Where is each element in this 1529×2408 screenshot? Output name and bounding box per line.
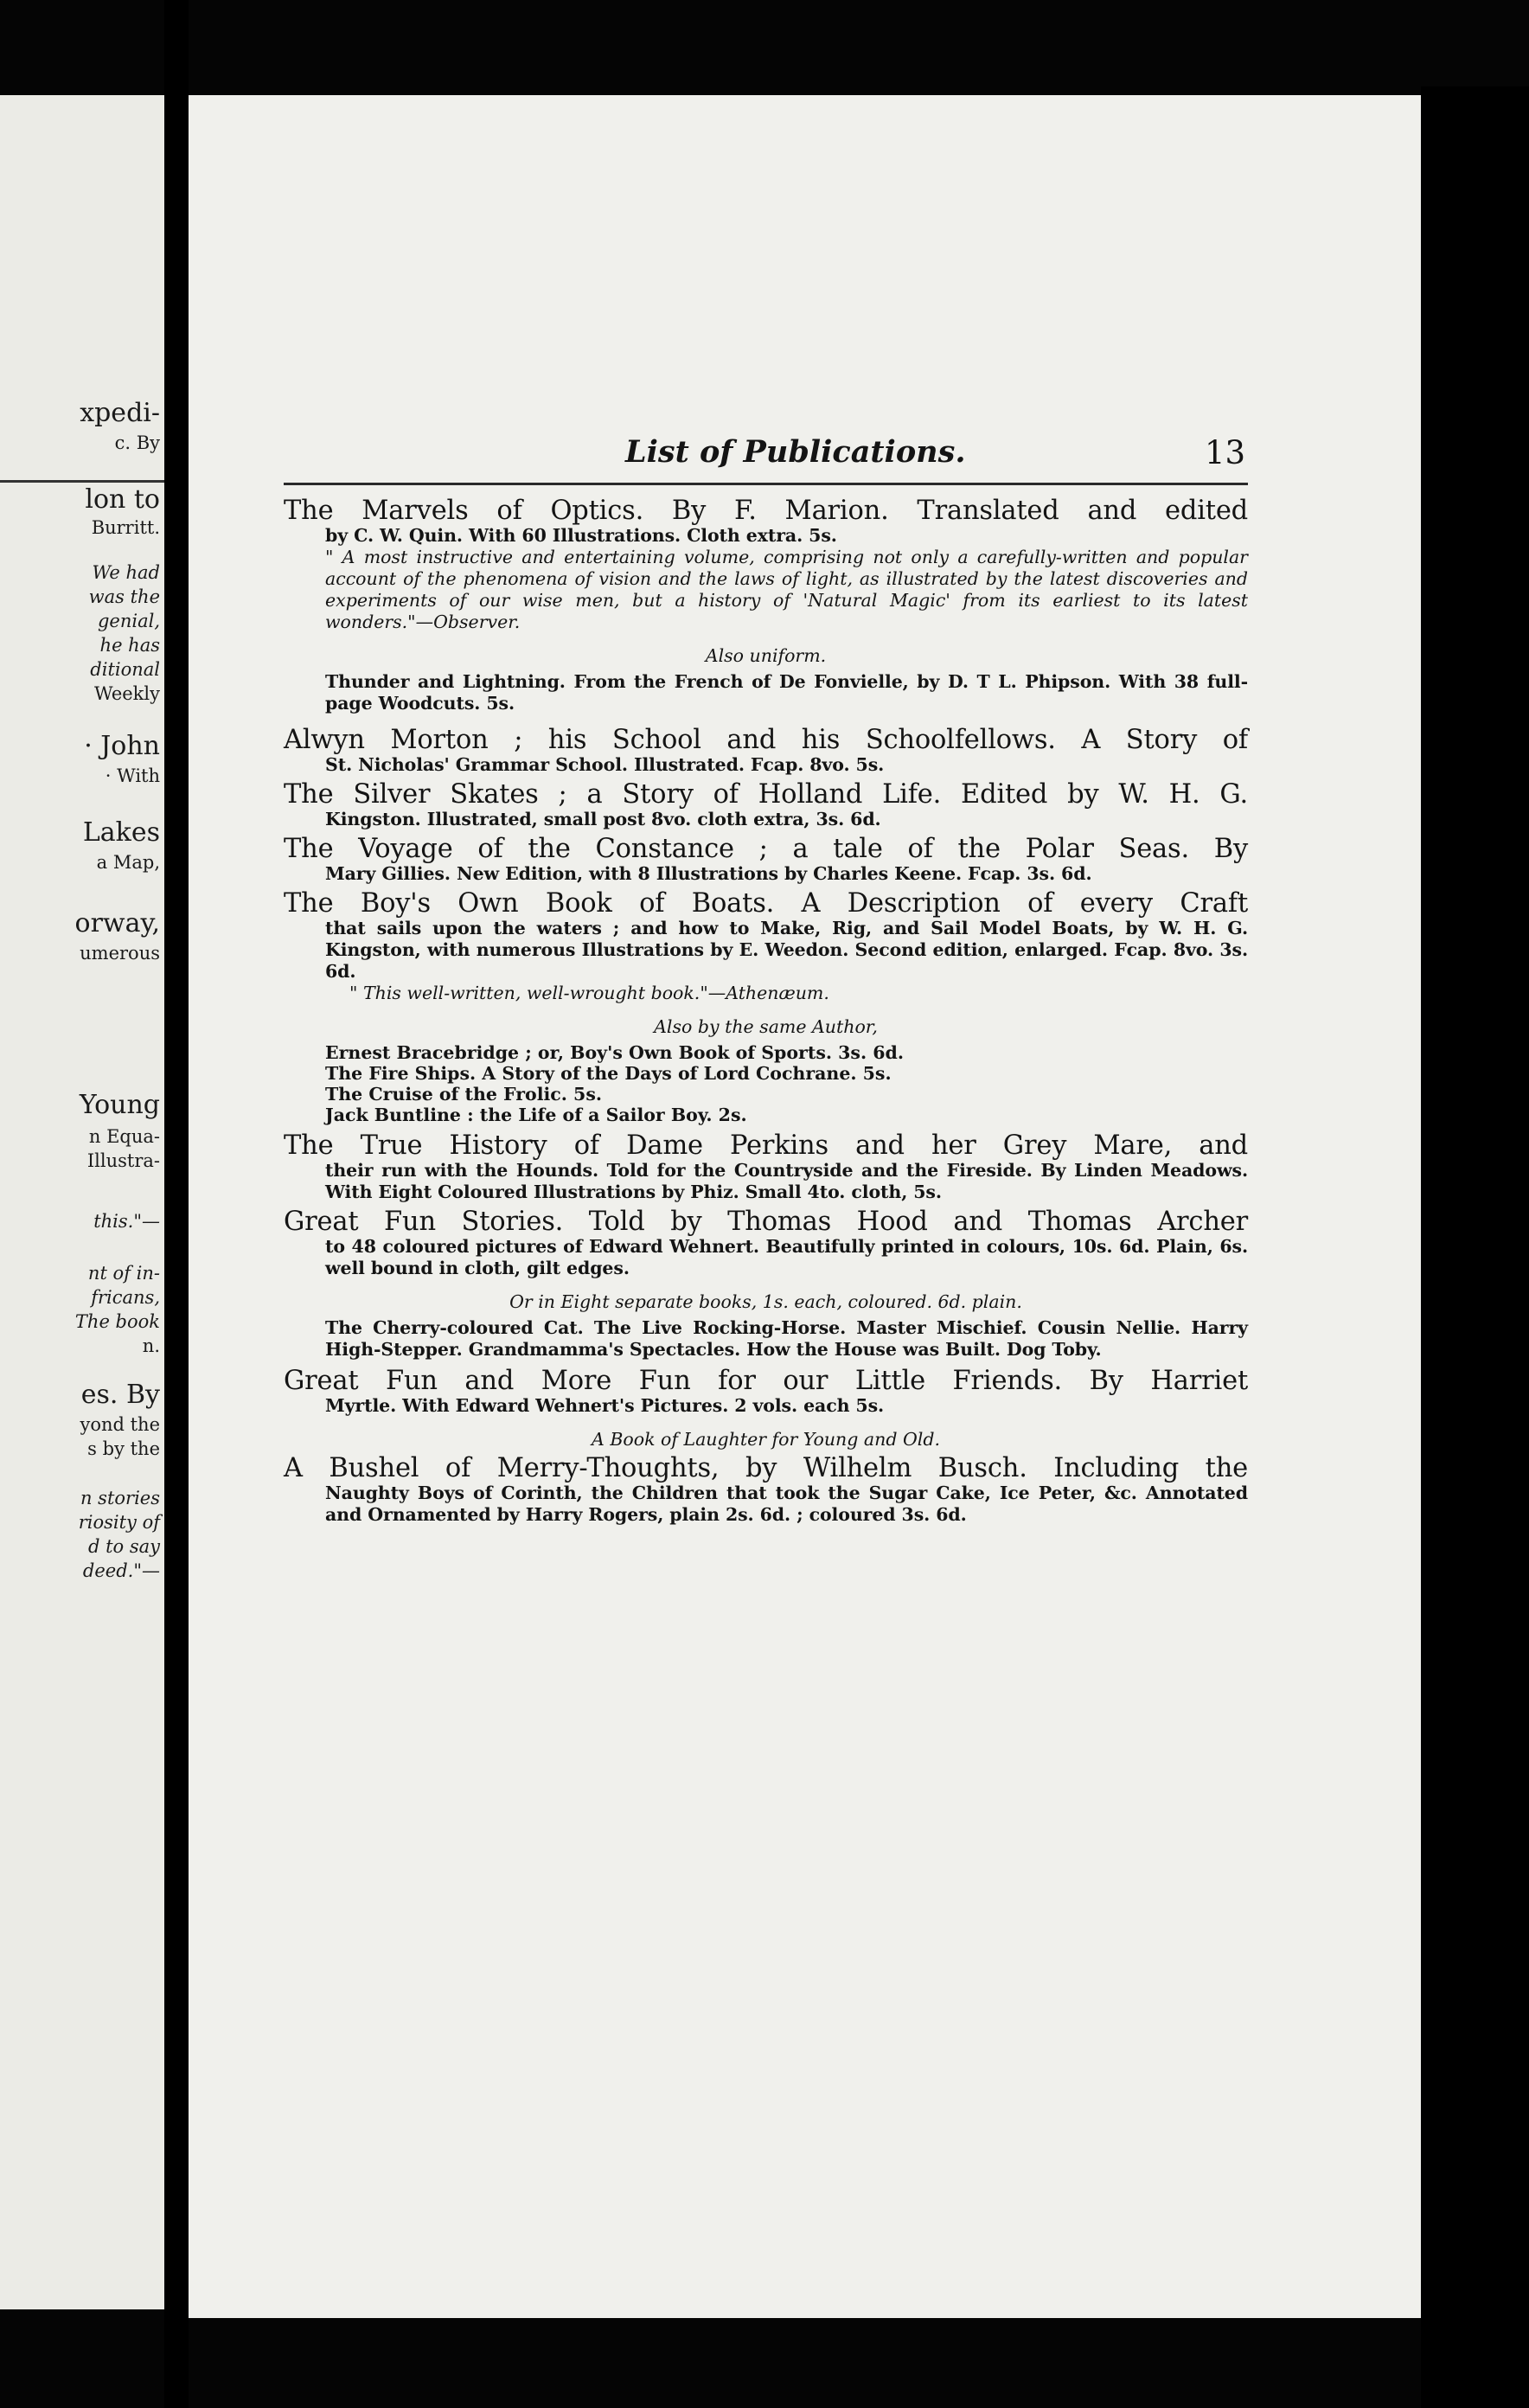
- review-quote: " This well-written, well-wrought book."—Athenæum.: [349, 983, 829, 1003]
- publication-list: [284, 497, 1248, 1531]
- facing-page-fragment: a Map,: [96, 852, 160, 873]
- facing-page-fragment: fricans,: [91, 1287, 160, 1308]
- entry-details: that sails upon the waters ; and how to Make, Rig, and Sail Model Boats, by W. H. G. Kingston, with numerous Illustrations by E. Weedon. Second edition, enlarged. Fcap. 8vo. 3s. 6d.: [325, 918, 1248, 982]
- entry-details: Mary Gillies. New Edition, with 8 Illustrations by Charles Keene. Fcap. 3s. 6d.: [325, 863, 1092, 884]
- entry-title: The True History of Dame Perkins and her Grey Mare, and: [284, 1130, 1248, 1161]
- list-item: [284, 1208, 1248, 1279]
- entry-details: to 48 coloured pictures of Edward Wehnert. Beautifully printed in colours, 10s. 6d. Plain, 6s. well bound in cloth, gilt edges.: [325, 1236, 1248, 1278]
- facing-page-fragment: Lakes: [82, 817, 160, 848]
- list-item: [284, 781, 1248, 830]
- entry-title: The Silver Skates ; a Story of Holland Life. Edited by W. H. G.: [284, 779, 1248, 810]
- facing-page-fragment: xpedi-: [80, 398, 160, 428]
- page-number: 13: [1205, 434, 1246, 471]
- facing-page-fragment: The book: [74, 1311, 160, 1332]
- section-heading: Also uniform.: [705, 645, 827, 666]
- book-page: [189, 95, 1421, 2318]
- running-head: [284, 424, 1252, 476]
- entry-details: Thunder and Lightning. From the French of De Fonvielle, by D. T L. Phipson. With 38 full-page Woodcuts. 5s.: [325, 671, 1248, 714]
- entry-title: The Boy's Own Book of Boats. A Description of every Craft: [284, 888, 1248, 919]
- entry-details: The Cherry-coloured Cat. The Live Rocking-Horse. Master Mischief. Cousin Nellie. Harry High-Stepper. Grandmamma's Spectacles. How the House was Built. Dog Toby.: [325, 1317, 1248, 1360]
- facing-page-fragment: yond the: [80, 1414, 160, 1435]
- section-heading: A Book of Laughter for Young and Old.: [592, 1429, 940, 1450]
- running-title: List of Publications.: [625, 434, 966, 470]
- review-quote: " A most instructive and entertaining volume, comprising not only a carefully-written and popular account of the phenomena of vision and the laws of light, as illustrated by the latest discoveries and experiments of our wise men, but a history of 'Natural Magic' from its earliest to its latest wonders."—Observer.: [325, 547, 1248, 632]
- facing-page-fragment: he has: [99, 635, 160, 656]
- entry-details: by C. W. Quin. With 60 Illustrations. Cloth extra. 5s.: [325, 525, 837, 546]
- facing-page-fragment: · With: [105, 765, 160, 786]
- facing-page-fragment: Burritt.: [91, 517, 160, 538]
- book-gutter: [164, 0, 189, 2408]
- facing-page-fragment: es. By: [80, 1380, 160, 1410]
- entry-title: Great Fun and More Fun for our Little Friends. By Harriet: [284, 1366, 1248, 1396]
- facing-page-fragment: n Equa-: [88, 1126, 160, 1147]
- header-rule: [284, 483, 1248, 485]
- list-item: [284, 1367, 1248, 1417]
- sub-list-item: The Cruise of the Frolic. 5s.: [325, 1084, 602, 1105]
- facing-page-fragment: · John: [84, 731, 160, 761]
- section-heading: Also by the same Author,: [654, 1016, 878, 1037]
- entry-title: Alwyn Morton ; his School and his Schoolfellows. A Story of: [284, 725, 1248, 755]
- facing-page-fragment: this."—: [93, 1211, 160, 1232]
- facing-page-fragment: orway,: [74, 908, 160, 938]
- sub-list-item: Ernest Bracebridge ; or, Boy's Own Book of Sports. 3s. 6d.: [325, 1042, 904, 1063]
- facing-page-fragment: lon to: [85, 484, 160, 515]
- facing-page-fragment: riosity of: [78, 1512, 160, 1533]
- section-heading: Or in Eight separate books, 1s. each, coloured. 6d. plain.: [509, 1291, 1022, 1312]
- entry-title: The Voyage of the Constance ; a tale of the Polar Seas. By: [284, 834, 1248, 864]
- list-item: [284, 727, 1248, 776]
- entry-details: Naughty Boys of Corinth, the Children that took the Sugar Cake, Ice Peter, &c. Annotated and Ornamented by Harry Rogers, plain 2s. 6d. ; coloured 3s. 6d.: [325, 1483, 1248, 1525]
- facing-page-fragment: We had: [92, 562, 160, 583]
- facing-page-rule: [0, 480, 164, 483]
- sub-list-item: Jack Buntline : the Life of a Sailor Boy. 2s.: [325, 1105, 747, 1125]
- facing-page-fragment: Illustra-: [86, 1150, 160, 1171]
- facing-page-fragment: was the: [88, 586, 160, 607]
- facing-page-fragment: c. By: [114, 432, 160, 453]
- facing-page-fragment: umerous: [80, 943, 160, 964]
- scan-border: [1421, 86, 1529, 2408]
- facing-page: [0, 95, 164, 2309]
- entry-title: A Bushel of Merry-Thoughts, by Wilhelm Busch. Including the: [284, 1453, 1248, 1483]
- entry-title: The Marvels of Optics. By F. Marion. Translated and edited: [284, 496, 1248, 526]
- entry-title: Great Fun Stories. Told by Thomas Hood and Thomas Archer: [284, 1207, 1248, 1237]
- list-item: [284, 497, 1248, 633]
- list-item: [284, 836, 1248, 885]
- entry-details: Myrtle. With Edward Wehnert's Pictures. 2 vols. each 5s.: [325, 1395, 885, 1416]
- facing-page-fragment: n stories: [80, 1488, 160, 1508]
- sub-list-item: The Fire Ships. A Story of the Days of Lord Cochrane. 5s.: [325, 1063, 892, 1084]
- facing-page-fragment: ditional: [90, 659, 160, 680]
- facing-page-fragment: d to say: [87, 1536, 160, 1557]
- entry-details: St. Nicholas' Grammar School. Illustrated. Fcap. 8vo. 5s.: [325, 754, 885, 775]
- entry-details: their run with the Hounds. Told for the Countryside and the Fireside. By Linden Meadows. With Eight Coloured Illustrations by Phiz. Small 4to. cloth, 5s.: [325, 1160, 1248, 1202]
- facing-page-fragment: genial,: [97, 611, 160, 631]
- facing-page-fragment: Weekly: [93, 683, 160, 704]
- list-item: [284, 1132, 1248, 1203]
- list-item: [284, 890, 1248, 1004]
- facing-page-fragment: deed."—: [82, 1560, 160, 1581]
- facing-page-fragment: Young: [79, 1090, 160, 1120]
- facing-page-fragment: nt of in-: [87, 1263, 160, 1284]
- entry-details: Kingston. Illustrated, small post 8vo. cloth extra, 3s. 6d.: [325, 809, 881, 829]
- facing-page-fragment: s by the: [87, 1438, 160, 1459]
- list-item: [284, 1455, 1248, 1526]
- facing-page-fragment: n.: [142, 1335, 160, 1356]
